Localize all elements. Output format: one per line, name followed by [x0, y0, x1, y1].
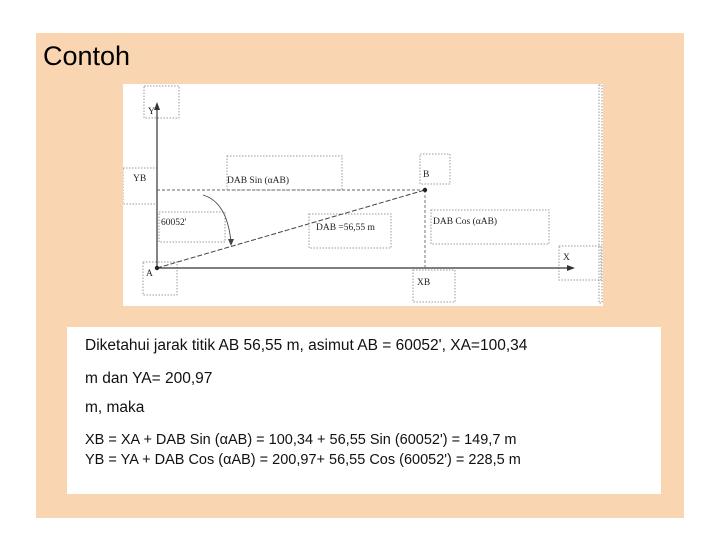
given-data-line-3: m, maka	[85, 399, 145, 416]
yb-formula: YB = YA + DAB Cos (αAB) = 200,97+ 56,55 Cos (60052') = 228,5 m	[85, 452, 521, 468]
azimuth-label: 60052'	[161, 218, 187, 228]
x-label-box	[559, 246, 601, 280]
azimuth-arc	[203, 195, 231, 242]
xb-label: XB	[417, 278, 431, 288]
explanation-panel	[67, 327, 661, 494]
point-a	[155, 266, 159, 270]
coordinate-diagram	[123, 84, 603, 306]
yb-label: YB	[133, 174, 147, 184]
given-data-line-2: m dan YA= 200,97	[85, 370, 213, 387]
y-axis-label: Y	[148, 107, 155, 117]
slide-title: Contoh	[43, 41, 131, 71]
y-axis-arrow-icon	[154, 102, 160, 110]
point-b	[423, 188, 427, 192]
given-data-line-1: Diketahui jarak titik AB 56,55 m, asimut AB = 60052', XA=100,34	[85, 337, 528, 354]
x-axis-label: X	[563, 253, 570, 263]
diagram-svg	[123, 84, 603, 306]
xb-formula: XB = XA + DAB Sin (αAB) = 100,34 + 56,55 Sin (60052') = 149,7 m	[85, 432, 517, 448]
vertical-component-label: DAB Cos (αAB)	[433, 217, 498, 227]
distance-label: DAB =56,55 m	[316, 223, 375, 233]
azimuth-arrow-icon	[228, 239, 234, 246]
point-a-label: A	[146, 269, 153, 279]
point-b-label: B	[423, 170, 430, 180]
horizontal-component-label: DAB Sin (αAB)	[227, 176, 289, 186]
x-axis-arrow-icon	[567, 265, 575, 271]
line-ab	[157, 190, 425, 268]
vertical-component-box	[431, 210, 549, 244]
